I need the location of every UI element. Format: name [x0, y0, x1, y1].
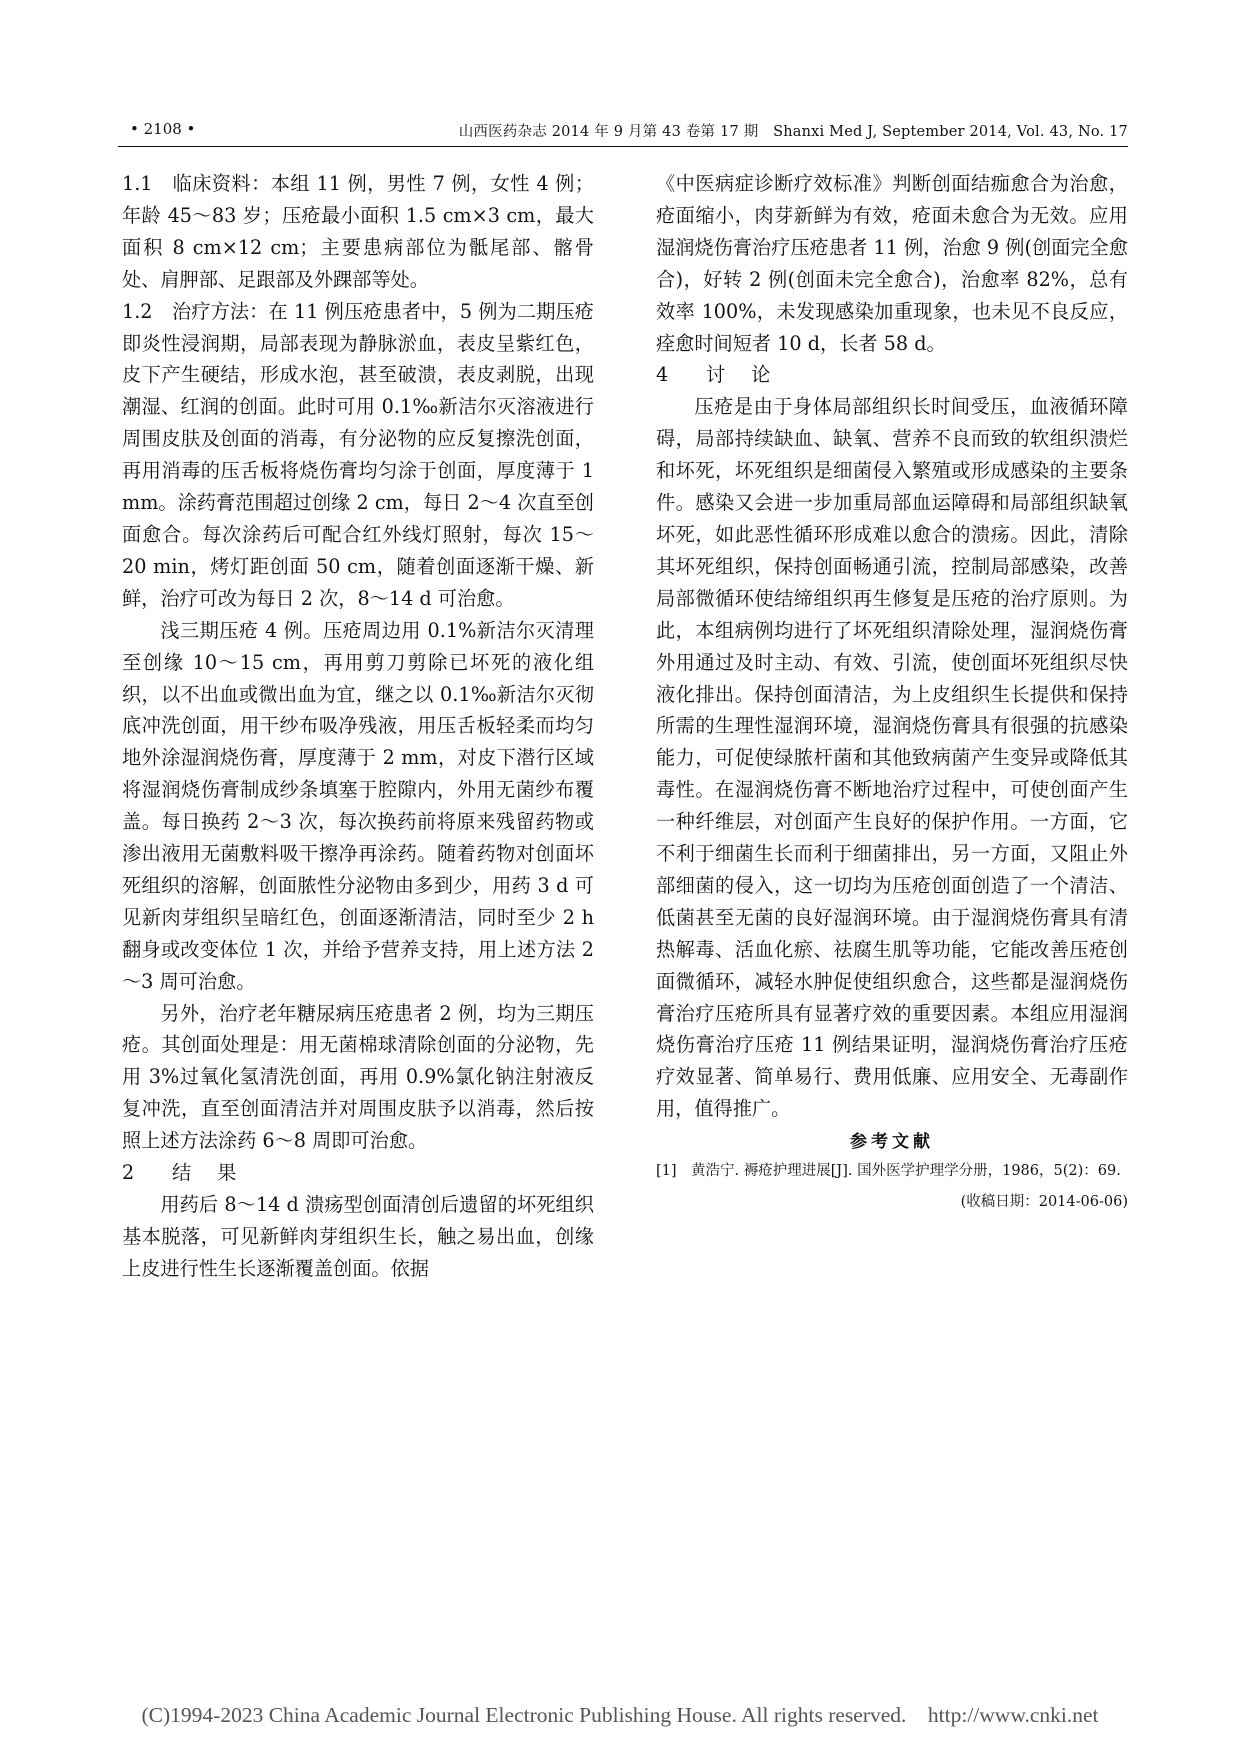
copyright-footer: (C)1994-2023 China Academic Journal Electronic Publishing House. All rights reserved. http://www.cnki.net [141, 1703, 1099, 1727]
header-rule [118, 146, 1128, 147]
right-column [656, 168, 1128, 1215]
paragraph-results: 用药后 8～14 d 溃疡型创面清创后遗留的坏死组织基本脱落，可见新鲜肉芽组织生长，触之易出血，创缘上皮进行性生长逐渐覆盖创面。依据 [122, 1193, 594, 1280]
paragraph-efficacy-criteria: 《中医病症诊断疗效标准》判断创面结痂愈合为治愈，疮面缩小，肉芽新鲜为有效，疮面未愈合为无效。应用湿润烧伤膏治疗压疮患者 11 例，治愈 9 例(创面完全愈合)，好转 2 例(创面未完全愈合)，治愈率 82%，总有效率 100%，未发现感染加重现象，也未见不良反应，痊愈时间短者 10 d，长者 58 d。 [656, 172, 1128, 355]
paragraph-diabetic-patients: 另外，治疗老年糖尿病压疮患者 2 例，均为三期压疮。其创面处理是：用无菌棉球清除创面的分泌物，先用 3%过氧化氢清洗创面，再用 0.9%氯化钠注射液反复冲洗，直至创面清洁并对周围皮肤予以消毒，然后按照上述方法涂药 6～8 周即可治愈。 [122, 1001, 594, 1153]
paragraph-discussion: 压疮是由于身体局部组织长时间受压，血液循环障碍，局部持续缺血、缺氧、营养不良而致的软组织溃烂和坏死，坏死组织是细菌侵入繁殖或形成感染的主要条件。感染又会进一步加重局部血运障碍和局部组织缺氧坏死，如此恶性循环形成难以愈合的溃疡。因此，清除其坏死组织，保持创面畅通引流，控制局部感染，改善局部微循环使结缔组织再生修复是压疮的治疗原则。为此，本组病例均进行了坏死组织清除处理，湿润烧伤膏外用通过及时主动、有效、引流，使创面坏死组织尽快液化排出。保持创面清洁，为上皮组织生长提供和保持所需的生理性湿润环境，湿润烧伤膏具有很强的抗感染能力，可促使绿脓杆菌和其他致病菌产生变异或降低其毒性。在湿润烧伤膏不断地治疗过程中，可使创面产生一种纤维层，对创面产生良好的保护作用。一方面，它不利于细菌生长而利于细菌排出，另一方面，又阻止外部细菌的侵入，这一切均为压疮创面创造了一个清洁、低菌甚至无菌的良好湿润环境。由于湿润烧伤膏具有清热解毒、活血化瘀、祛腐生肌等功能，它能改善压疮创面微循环，减轻水肿促使组织愈合，这些都是湿润烧伤膏治疗压疮所具有显著疗效的重要因素。本组应用湿润烧伤膏治疗压疮 11 例结果证明，湿润烧伤膏治疗压疮疗效显著、简单易行、费用低廉、应用安全、无毒副作用，值得推广。 [656, 395, 1128, 1121]
page-number: • 2108 • [130, 120, 196, 138]
section-title: 讨论 [706, 363, 797, 387]
section-number: 4 [656, 363, 669, 387]
left-column [122, 168, 594, 1285]
references-heading: 参考文献 [850, 1132, 934, 1153]
section-number: 2 [122, 1161, 135, 1185]
journal-citation: 山西医药杂志 2014 年 9 月第 43 卷第 17 期 Shanxi Med J, September 2014, Vol. 43, No. 17 [458, 124, 1128, 140]
section-heading-discussion [656, 359, 1128, 391]
paragraph-treatment-method: 1.2 治疗方法：在 11 例压疮患者中，5 例为二期压疮即炎性浸润期，局部表现为静脉淤血，表皮呈紫红色，皮下产生硬结，形成水泡，甚至破溃，表皮剥脱，出现潮湿、红润的创面。此时可用 0.1‰新洁尔灭溶液进行周围皮肤及创面的消毒，有分泌物的应反复擦洗创面，再用消毒的压舌板将烧伤膏均匀涂于创面，厚度薄于 1 mm。涂药膏范围超过创缘 2 cm，每日 2～4 次直至创面愈合。每次涂药后可配合红外线灯照射，每次 15～20 min，烤灯距创面 50 cm，随着创面逐渐干燥、新鲜，治疗可改为每日 2 次，8～14 d 可治愈。 [122, 299, 594, 610]
paragraph-clinical-data: 1.1 临床资料：本组 11 例，男性 7 例，女性 4 例；年龄 45～83 岁；压疮最小面积 1.5 cm×3 cm，最大面积 8 cm×12 cm；主要患病部位为骶尾部、髂骨处、肩胛部、足跟部及外踝部等处。 [122, 172, 594, 291]
section-title: 结果 [172, 1161, 263, 1185]
running-header [118, 120, 1128, 142]
reference-item: [1] 黄浩宁. 褥疮护理进展[J]. 国外医学护理学分册，1986，5(2)：69. [656, 1163, 1121, 1180]
section-heading-results [122, 1157, 594, 1189]
paragraph-stage-three: 浅三期压疮 4 例。压疮周边用 0.1%新洁尔灭清理至创缘 10～15 cm，再用剪刀剪除已坏死的液化组织，以不出血或微出血为宜，继之以 0.1‰新洁尔灭彻底冲洗创面，用干纱布吸净残液，用压舌板轻柔而均匀地外涂湿润烧伤膏，厚度薄于 2 mm，对皮下潜行区域将湿润烧伤膏制成纱条填塞于腔隙内，外用无菌纱布覆盖。每日换药 2～3 次，每次换药前将原来残留药物或渗出液用无菌敷料吸干擦净再涂药。随着药物对创面坏死组织的溶解，创面脓性分泌物由多到少，用药 3 d 可见新肉芽组织呈暗红色，创面逐渐清洁，同时至少 2 h 翻身或改变体位 1 次，并给予营养支持，用上述方法 2～3 周可治愈。 [122, 618, 594, 993]
received-date: (收稿日期：2014-06-06) [960, 1194, 1128, 1211]
